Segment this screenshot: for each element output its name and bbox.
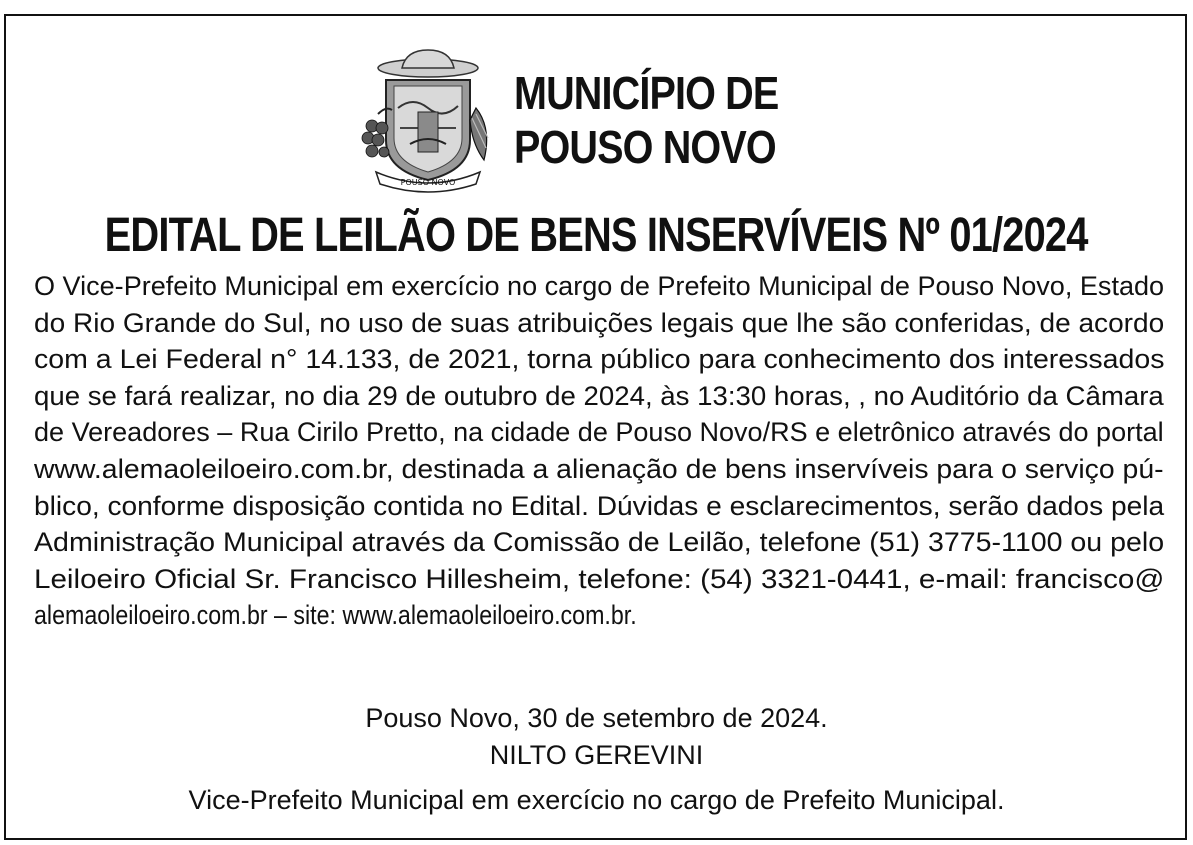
body-line: O Vice-Prefeito Municipal em exercício no cargo de Prefeito Municipal de Pouso Novo, Estado [34,271,1165,301]
signatory-name: NILTO GEREVINI [489,740,704,770]
body-line: blico, conforme disposição contida no Edital. Dúvidas e esclarecimentos, serão dados pela [34,490,1165,521]
body-line: de Vereadores – Rua Cirilo Pretto, na cidade de Pouso Novo/RS e eletrônico através do portal [34,417,1164,448]
body-line: alemaoleiloeiro.com.br – site: www.alemaoleiloeiro.com.br. [34,600,637,631]
municipality-title [514,66,778,174]
body-line: www.alemaoleiloeiro.com.br, destinada a alienação de bens inservíveis para o serviço pú- [34,453,1164,484]
crest-ribbon-label: POUSO NOVO [400,178,456,187]
body-line: Leiloeiro Oficial Sr. Francisco Hillesheim, telefone: (54) 3321-0441, e-mail: francisco@ [34,563,1165,594]
signatory-role: Vice-Prefeito Municipal em exercício no cargo de Prefeito Municipal. [188,785,1005,815]
place-date: Pouso Novo, 30 de setembro de 2024. [365,703,828,733]
edital-title-text: EDITAL DE LEILÃO DE BENS INSERVÍVEIS Nº 01/2024 [105,209,1088,262]
body-line: com a Lei Federal n° 14.133, de 2021, torna público para conhecimento dos interessados [34,344,1165,375]
body-line: Administração Municipal através da Comissão de Leilão, telefone (51) 3775-1100 ou pelo [34,527,1165,558]
municipality-title-line2: POUSO NOVO [514,121,776,173]
edital-body [34,268,1164,634]
body-line: do Rio Grande do Sul, no uso de suas atribuições legais que lhe são conferidas, de acordo [34,307,1165,338]
municipal-crest-icon [358,48,498,194]
edital-title [0,206,1193,266]
municipality-title-line1: MUNICÍPIO DE [514,67,779,119]
body-line: que se fará realizar, no dia 29 de outubro de 2024, às 13:30 horas, , no Auditório da Câmara [34,380,1164,411]
